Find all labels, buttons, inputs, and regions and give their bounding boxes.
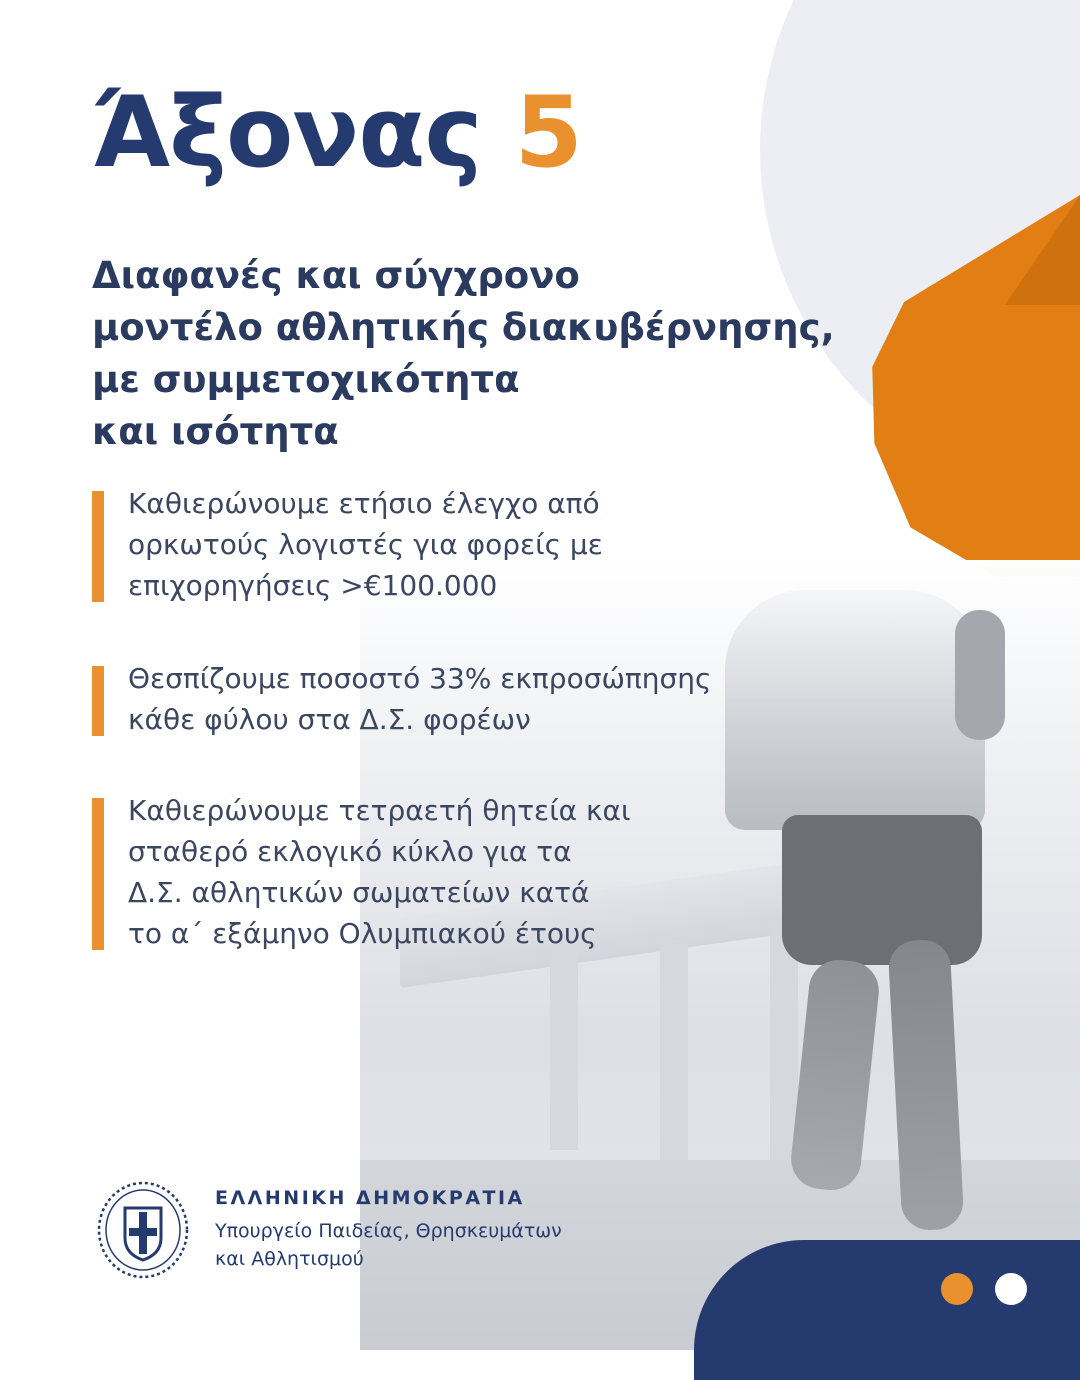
bullet-item (92, 483, 812, 606)
title-word: Άξονας (92, 76, 482, 190)
subtitle-line: με συμμετοχικότητα (92, 358, 520, 401)
page-title (92, 76, 582, 190)
bullet-text: Καθιερώνουμε τετραετή θητεία και (128, 794, 631, 827)
corner-panel (694, 1240, 1080, 1380)
hellenic-emblem-icon (95, 1180, 191, 1280)
bullet-list (92, 483, 812, 1000)
bullet-text: Θεσπίζουμε ποσοστό 33% εκπροσώπησης (128, 662, 712, 695)
bullet-text: επιχορηγήσεις >€100.000 (128, 569, 498, 602)
subtitle-line: και ισότητα (92, 410, 339, 453)
runner-arm (955, 610, 1005, 740)
pagination-dot-active[interactable] (941, 1273, 973, 1305)
ministry-name: και Αθλητισμού (215, 1248, 364, 1270)
footer (95, 1180, 562, 1280)
runner-shorts (782, 815, 982, 965)
org-name: ΕΛΛΗΝΙΚΗ ΔΗΜΟΚΡΑΤΙΑ (215, 1187, 525, 1209)
bullet-text: σταθερό εκλογικό κύκλο για τα (128, 835, 572, 868)
subtitle-line: μοντέλο αθλητικής διακυβέρνησης, (92, 306, 835, 349)
bullet-marker (92, 798, 104, 950)
pagination-dot[interactable] (995, 1273, 1027, 1305)
bullet-item (92, 790, 812, 954)
page-subtitle (92, 250, 882, 458)
bullet-item (92, 658, 812, 740)
ministry-name: Υπουργείο Παιδείας, Θρησκευμάτων (215, 1220, 562, 1242)
bullet-text: ορκωτούς λογιστές για φορείς με (128, 528, 603, 561)
bullet-marker (92, 491, 104, 602)
bullet-text: Δ.Σ. αθλητικών σωματείων κατά (128, 876, 590, 909)
bullet-text: Καθιερώνουμε ετήσιο έλεγχο από (128, 487, 600, 520)
subtitle-line: Διαφανές και σύγχρονο (92, 254, 580, 297)
footer-text (215, 1187, 562, 1273)
bullet-text: το α΄ εξάμηνο Ολυμπιακού έτους (128, 917, 597, 950)
bullet-marker (92, 666, 104, 736)
bullet-text: κάθε φύλου στα Δ.Σ. φορέων (128, 703, 531, 736)
title-number: 5 (514, 76, 582, 190)
